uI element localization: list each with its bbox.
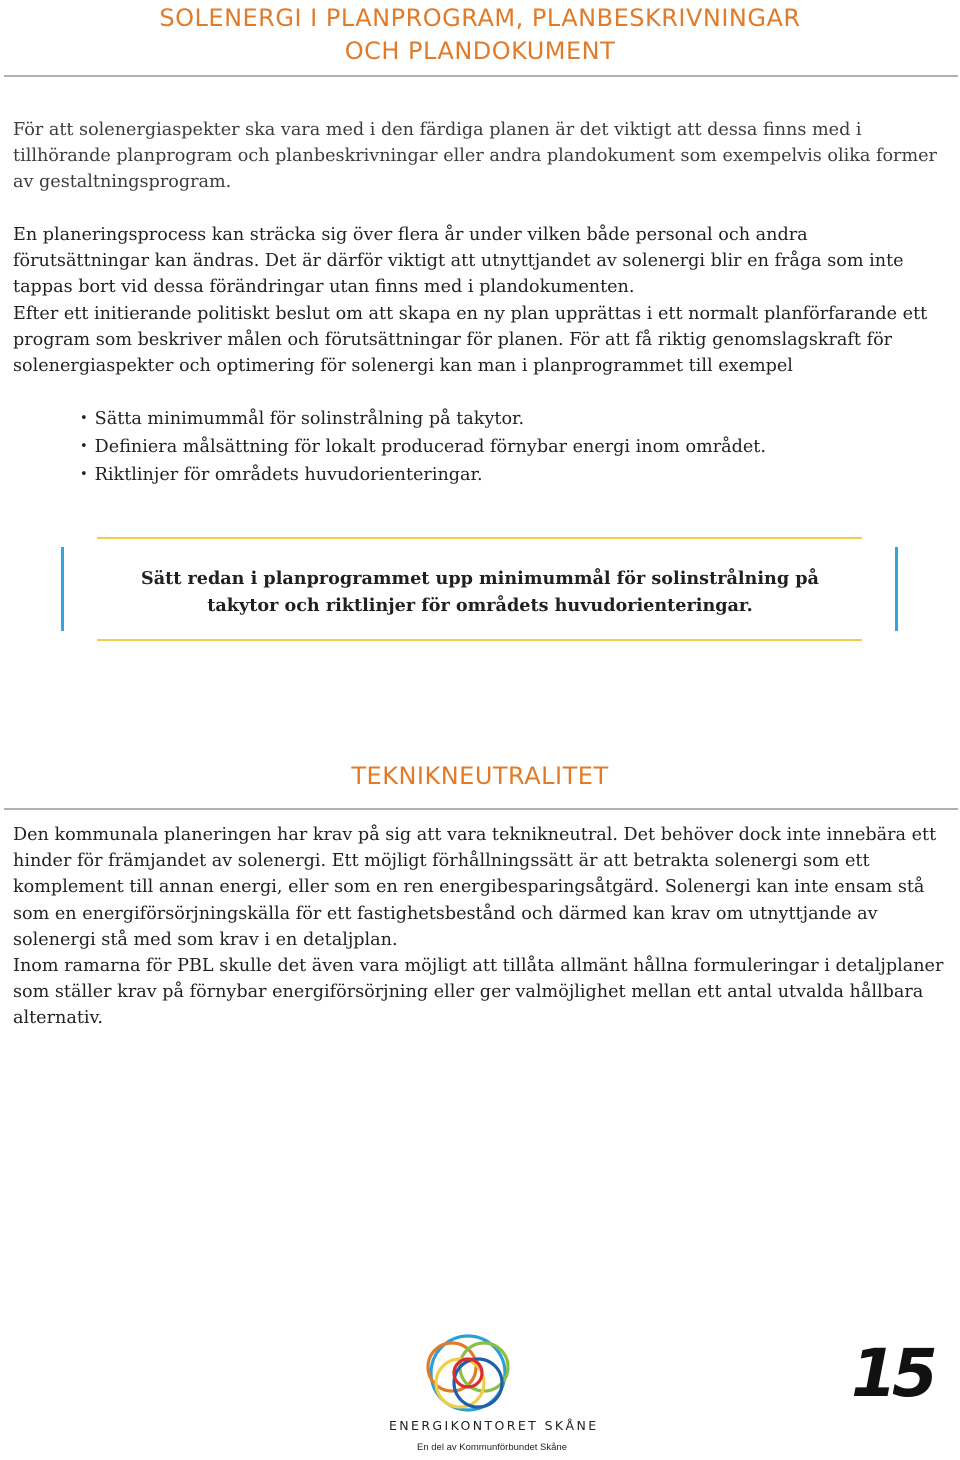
tech-neutrality-text	[13, 822, 948, 1032]
program-paragraph: Efter ett initierande politiskt beslut om att skapa en ny plan upprättas i ett normalt planförfarande ett program som beskriver målen och förutsättningar för planen. För att få riktig genomslagskraft för solenergiaspekter och optimering för solenergi kan man i planprogrammet till exempel	[13, 303, 928, 377]
callout-line-1: Sätt redan i planprogrammet upp minimummål för solinstrålning på	[141, 568, 819, 589]
logo-wordmark: ENERGIKONTORET SKÅNE	[389, 1418, 599, 1433]
section-title	[60, 2, 900, 68]
logo-tagline: En del av Kommunförbundet Skåne	[417, 1442, 567, 1453]
callout-text	[100, 565, 860, 619]
callout-top-line	[97, 537, 862, 539]
callout-left-bar	[61, 547, 64, 631]
planning-process-text	[13, 222, 948, 379]
section-divider	[4, 808, 958, 810]
planning-process-paragraph: En planeringsprocess kan sträcka sig över flera år under vilken både personal och andra förutsättningar kan ändras. Det är därför viktigt att utnyttjandet av solenergi blir en fråga som inte tappas bort vid dessa förändringar utan finns med i plandokumenten.	[13, 225, 904, 298]
section-title: TEKNIKNEUTRALITET	[351, 762, 609, 790]
tech-neutrality-paragraph-1: Den kommunala planeringen har krav på sig att vara teknikneutral. Det behöver dock inte innebära ett hinder för främjandet av solenergi. Ett möjligt förhållningssätt är att betrakta solenergi som ett komplement till annan energi, eller som en ren energibesparingsåtgärd. Solenergi kan inte ensam stå som en energiförsörjningskälla för ett fastighetsbestånd och därmed kan krav om utnyttjande av solenergi stå med som krav i en detaljplan.	[13, 825, 937, 950]
tech-neutrality-paragraph-2: Inom ramarna för PBL skulle det även vara möjligt att tillåta allmänt hållna formuleringar i detaljplaner som ställer krav på förnybar energiförsörjning eller ger valmöjlighet mellan ett antal utvalda hållbara alternativ.	[13, 956, 944, 1029]
list-item: • Sätta minimummål för solinstrålning på takytor.	[80, 406, 766, 434]
callout-right-bar	[895, 547, 898, 631]
callout-line-2: takytor och riktlinjer för områdets huvudorienteringar.	[207, 595, 753, 616]
section-title-line-1: SOLENERGI I PLANPROGRAM, PLANBESKRIVNINGAR	[159, 4, 801, 32]
section-divider	[4, 75, 958, 77]
page-number: 15	[851, 1335, 933, 1412]
energikontoret-logo-icon	[390, 1333, 546, 1415]
list-item: • Definiera målsättning för lokalt producerad förnybar energi inom området.	[80, 434, 766, 462]
list-item: • Riktlinjer för områdets huvudorienteringar.	[80, 462, 766, 490]
callout-bottom-line	[97, 639, 862, 641]
section-title-line-2: OCH PLANDOKUMENT	[344, 37, 616, 65]
intro-paragraph: För att solenergiaspekter ska vara med i den färdiga planen är det viktigt att dessa finns med i tillhörande planprogram och planbeskrivningar eller andra plandokument som exempelvis olika former av gestaltningsprogram.	[13, 120, 937, 193]
bullet-list	[80, 406, 766, 490]
